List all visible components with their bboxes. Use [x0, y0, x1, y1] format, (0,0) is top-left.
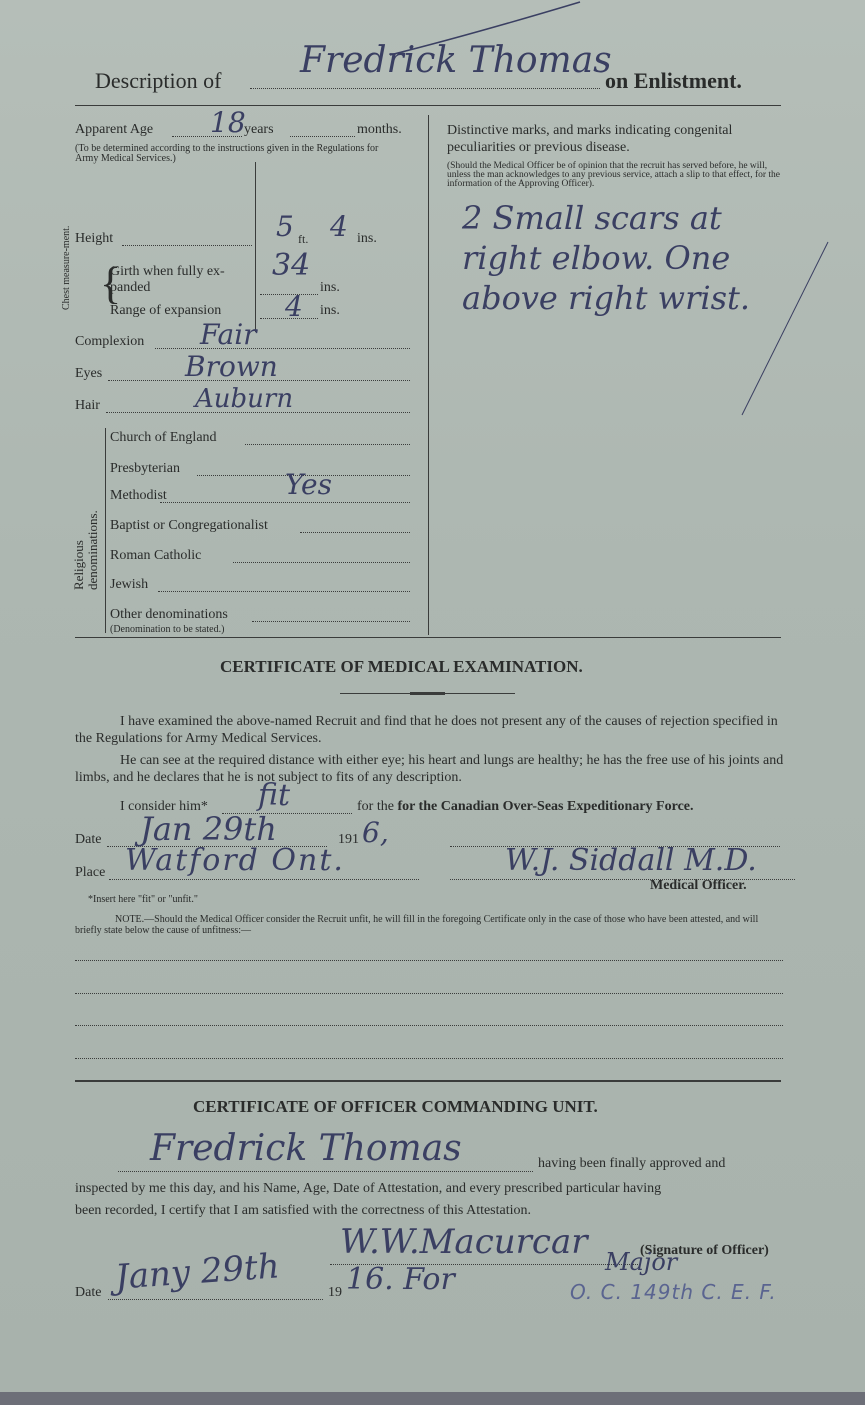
religion-label: Presbyterian: [110, 461, 180, 476]
medical-certificate-title: CERTIFICATE OF MEDICAL EXAMINATION.: [220, 657, 583, 676]
religion-label: Methodist: [110, 488, 167, 503]
religion-label: Roman Catholic: [110, 548, 202, 563]
place-value: Watford Ont.: [125, 843, 345, 878]
hair-value: Auburn: [195, 384, 294, 414]
religion-fill-line: [160, 502, 410, 503]
recruit-name-handwritten: Fredrick Thomas: [300, 40, 612, 81]
girth-label: Girth when fully ex-panded: [110, 264, 225, 295]
religion-label: Other denominations: [110, 607, 228, 622]
medical-paragraph-2: He can see at the required distance with either eye; his heart and lungs are healthy; he has the free use of his joints and limbs, and he declares that he is not subject to fits of any description.: [75, 753, 784, 785]
commanding-year-prefix: 19: [328, 1285, 342, 1300]
marks-line: right elbow. One: [462, 239, 731, 277]
commanding-year-value: 16. For: [346, 1262, 455, 1297]
distinctive-marks-note: (Should the Medical Officer be of opinion that the recruit has served before, he will, unless the man acknowledges to any previous service, attach a slip to that effect, for the information of the Approving Officer).: [447, 161, 781, 189]
height-inches: 4: [330, 210, 348, 243]
religion-fill-line: [252, 621, 410, 622]
girth-value: 34: [272, 248, 311, 283]
fitness-value: fit: [258, 778, 291, 813]
eyes-value: Brown: [185, 350, 278, 383]
commanding-text-2: inspected by me this day, and his Name, Age, Date of Attestation, and every prescribed particular having: [75, 1181, 662, 1196]
medical-officer-title: Medical Officer.: [650, 878, 747, 893]
expansion-unit: ins.: [320, 303, 340, 318]
age-note: (To be determined according to the instructions given in the Regulations for Army Medical Services.): [75, 143, 379, 164]
commanding-date-label: Date: [75, 1285, 102, 1300]
medical-date-value: Jan 29th: [140, 810, 277, 848]
religion-fill-line: [245, 444, 410, 445]
signature-label: (Signature of Officer): [640, 1243, 769, 1258]
religion-label: Church of England: [110, 430, 217, 445]
distinctive-marks-heading: Distinctive marks, and marks indicating congenital peculiarities or previous disease.: [447, 123, 733, 155]
attestation-page: Description of Fredrick Thomas on Enlistment. Apparent Age 18 years months. (To be determined according to the instructions given in the Regulations for Army Medical Services.) Height 5 ft. 4 ins. Chest measure-ment. { Girth when fully ex-panded 34 ins. Range of expansion 4 ins. Complexion Fair Eyes Brown Hair Auburn Religious denominations. Church of England Presbyterian Methodist Yes Baptist or Congregationalist Roman Catholic Jewish Other denominations (Denomination to be stated.) Distinctive marks, and marks indicating congenital peculiarities or previous disease. (Should the Medical Officer be of opinion that the recruit has served before, he will, unless the man acknowledges to any previous service, attach a slip to that effect, for the information of the Approving Officer). 2 Small scars at right elbow. One above right wrist. CERTIFICATE OF MEDICAL EXAMINATION. I have examined the above-named Recruit and find that he does not present any of the causes of rejection specified in the Regulations for Army Medical Services. He can see at the required distance with either eye; his heart and lungs are healthy; he has the free use of his joints and limbs, and he declares that he is not subject to fits of any description. I consider him* fit for the for the Canadian Over-Seas Expeditionary Force. Date Jan 29th 191 6, Place Watford Ont. W.J. Siddall M.D. Medical Officer. *Insert here "fit" or "unfit." NOTE.—Should the Medical Officer consider the Recruit unfit, he will fill in the foregoing Certificate only in the case of those who have been attested, and will briefly state below the cause of unfitness:— CERTIFICATE OF OFFICER COMMANDING UNIT. Fredrick Thomas having been finally approved and inspected by me this day, and his Name, Age, Date of Attestation, and every prescribed particular having been recorded, I certify that I am satisfied with the correctness of this Attestation. W.W.Macurcar (Signature of Officer) Date Jany 29th 19 16. For Major O. C. 149th C. E. F.: [0, 0, 865, 1405]
apparent-age-value: 18: [210, 106, 246, 139]
ins-label: ins.: [357, 231, 377, 246]
complexion-value: Fair: [200, 318, 257, 351]
chest-side-label: Chest measure-ment.: [61, 225, 72, 310]
height-feet: 5: [276, 210, 294, 243]
medical-date-label: Date: [75, 832, 102, 847]
consider-suffix: for the for the Canadian Over-Seas Expeditionary Force.: [357, 799, 694, 814]
religion-side-label: Religious denominations.: [71, 510, 100, 590]
religion-fill-line: [300, 532, 410, 533]
consider-label: I consider him*: [120, 799, 208, 814]
force-name: for the Canadian Over-Seas Expeditionary Force.: [397, 799, 694, 814]
commanding-certificate-title: CERTIFICATE OF OFFICER COMMANDING UNIT.: [193, 1097, 598, 1116]
religion-value: Yes: [285, 468, 332, 501]
marks-line: above right wrist.: [462, 279, 751, 317]
eyes-label: Eyes: [75, 366, 103, 381]
commanding-text-3: been recorded, I certify that I am satisfied with the correctness of this Attestation.: [75, 1203, 532, 1218]
commanding-date-value: Jany 29th: [113, 1246, 281, 1298]
religion-fill-line: [158, 591, 410, 592]
place-label: Place: [75, 865, 106, 880]
other-denomination-note: (Denomination to be stated.): [110, 624, 225, 635]
ft-label: ft.: [298, 232, 309, 246]
commanding-recruit-name: Fredrick Thomas: [150, 1128, 462, 1169]
medical-officer-signature: W.J. Siddall M.D.: [505, 843, 757, 878]
religion-label: Jewish: [110, 577, 149, 592]
months-label: months.: [357, 122, 402, 137]
commanding-officer-signature: W.W.Macurcar: [340, 1222, 588, 1262]
title-suffix: on Enlistment.: [605, 68, 742, 93]
apparent-age-label: Apparent Age: [75, 122, 154, 137]
medical-paragraph-1: I have examined the above-named Recruit and find that he does not present any of the causes of rejection specified in the Regulations for Army Medical Services.: [75, 714, 778, 746]
expansion-label: Range of expansion: [110, 303, 222, 318]
commanding-text-1: having been finally approved and: [538, 1156, 726, 1171]
complexion-label: Complexion: [75, 334, 145, 349]
medical-year-value: 6,: [362, 816, 389, 849]
unfit-note: NOTE.—Should the Medical Officer consider the Recruit unfit, he will fill in the foregoing Certificate only in the case of those who have been attested, and will briefly state below the cause of unfitness:—: [75, 914, 759, 936]
marks-line: 2 Small scars at: [462, 199, 722, 237]
medical-year-prefix: 191: [338, 832, 359, 847]
hair-label: Hair: [75, 398, 100, 413]
distinctive-marks-text: [462, 198, 750, 318]
religion-fill-line: [233, 562, 410, 563]
expansion-value: 4: [285, 290, 303, 323]
years-label: years: [244, 122, 274, 137]
title-prefix: Description of: [95, 68, 222, 93]
officer-rank: Major: [605, 1248, 678, 1276]
unit-stamp: O. C. 149th C. E. F.: [570, 1280, 777, 1304]
girth-unit: ins.: [320, 280, 340, 295]
religion-label: Baptist or Congregationalist: [110, 518, 268, 533]
pen-stroke: [740, 240, 830, 420]
insert-note: *Insert here "fit" or "unfit.": [88, 894, 198, 905]
height-label: Height: [75, 231, 114, 246]
